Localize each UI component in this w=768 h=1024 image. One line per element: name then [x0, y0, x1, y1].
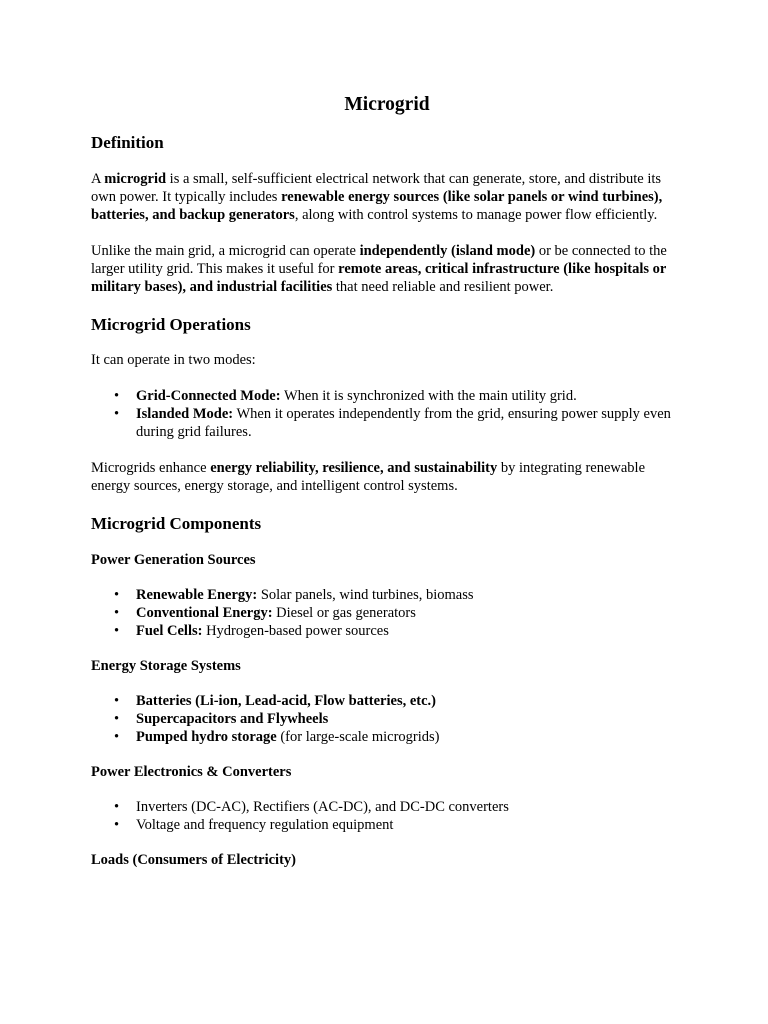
- electronics-list: [91, 798, 683, 834]
- storage-list: [91, 692, 683, 746]
- operation-modes-list: [91, 387, 683, 441]
- operations-heading: Microgrid Operations: [91, 315, 251, 334]
- list-item: • Islanded Mode: When it operates independently from the grid, ensuring power supply even during grid failures.: [136, 405, 683, 441]
- definition-heading: Definition: [91, 133, 164, 152]
- list-item: • Voltage and frequency regulation equipment: [136, 816, 683, 834]
- generation-list: [91, 586, 683, 640]
- definition-paragraph-2: Unlike the main grid, a microgrid can operate independently (island mode) or be connected to the larger utility grid. This makes it useful for remote areas, critical infrastructure (like hospitals or military bases), and industrial facilities that need reliable and resilient power.: [91, 243, 667, 295]
- list-item: • Supercapacitors and Flywheels: [136, 710, 683, 728]
- list-item: • Pumped hydro storage (for large-scale microgrids): [136, 728, 683, 746]
- list-item: • Fuel Cells: Hydrogen-based power sources: [136, 622, 683, 640]
- operations-closing-paragraph: Microgrids enhance energy reliability, resilience, and sustainability by integrating renewable energy sources, energy storage, and intelligent control systems.: [91, 460, 646, 494]
- document-page: [91, 92, 683, 870]
- operations-intro: It can operate in two modes:: [91, 352, 256, 368]
- definition-paragraph-1: A microgrid is a small, self-sufficient electrical network that can generate, store, and distribute its own power. It typically includes renewable energy sources (like solar panels or wind turbines), batteries, and backup generators, along with control systems to manage power flow efficiently.: [91, 171, 663, 223]
- list-item: • Inverters (DC-AC), Rectifiers (AC-DC), and DC-DC converters: [136, 798, 683, 816]
- generation-subheading: Power Generation Sources: [91, 552, 256, 568]
- loads-subheading: Loads (Consumers of Electricity): [91, 852, 296, 868]
- list-item: • Renewable Energy: Solar panels, wind turbines, biomass: [136, 586, 683, 604]
- electronics-subheading: Power Electronics & Converters: [91, 764, 292, 780]
- list-item: • Grid-Connected Mode: When it is synchronized with the main utility grid.: [136, 387, 683, 405]
- components-heading: Microgrid Components: [91, 514, 262, 533]
- list-item: • Conventional Energy: Diesel or gas generators: [136, 604, 683, 622]
- list-item: • Batteries (Li-ion, Lead-acid, Flow batteries, etc.): [136, 692, 683, 710]
- page-title: Microgrid: [344, 94, 430, 115]
- storage-subheading: Energy Storage Systems: [91, 658, 241, 674]
